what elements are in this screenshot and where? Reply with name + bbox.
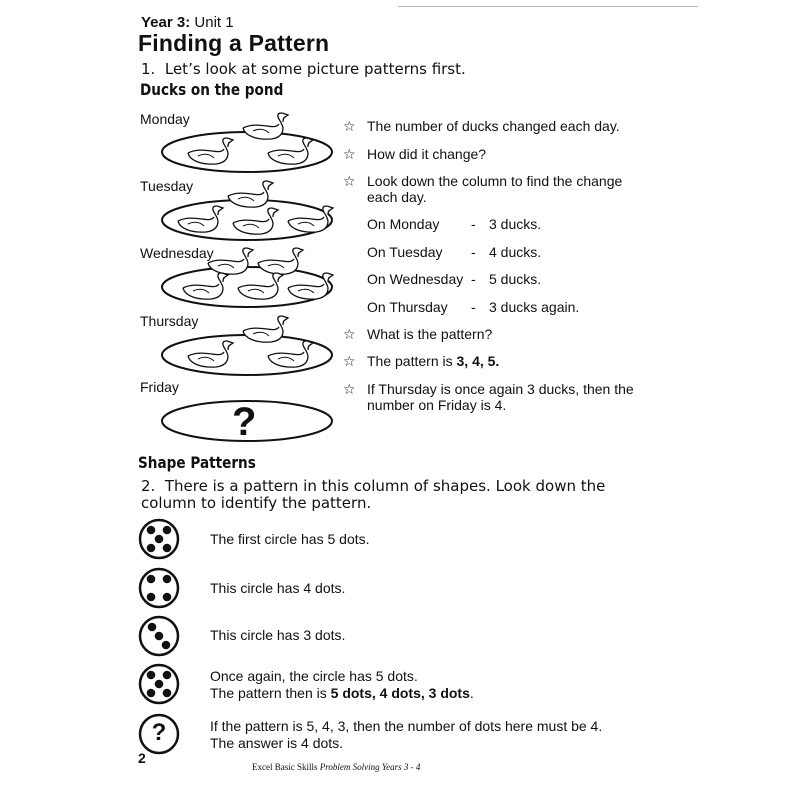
table-dash: -	[471, 271, 476, 287]
duck-icon	[208, 248, 253, 274]
pond-monday	[160, 131, 335, 173]
dot	[162, 641, 171, 650]
star-icon: ☆	[343, 381, 356, 397]
star-icon: ☆	[343, 173, 356, 189]
dot	[147, 575, 156, 584]
dot	[155, 535, 164, 544]
page-number: 2	[138, 750, 146, 766]
dot-circle-5	[137, 517, 181, 561]
table-count: 3 ducks again.	[489, 299, 580, 315]
note-4: What is the pattern?	[367, 326, 493, 342]
note-2: How did it change?	[367, 146, 487, 162]
shape-text-5: If the pattern is 5, 4, 3, then the number of dots here must be 4. The answer is 4 dots.	[210, 718, 603, 751]
dot	[163, 526, 172, 535]
top-rule	[398, 6, 698, 7]
star-icon: ☆	[343, 146, 356, 162]
pond-thursday	[160, 334, 335, 376]
star-icon: ☆	[343, 353, 356, 369]
note-6: If Thursday is once again 3 ducks, then the number on Friday is 4.	[367, 381, 634, 413]
duck-icon	[188, 341, 233, 367]
shapes-heading: Shape Patterns	[138, 453, 256, 472]
duck-icon	[238, 273, 283, 299]
duck-icon	[243, 316, 288, 342]
dot	[147, 671, 156, 680]
ducks-heading: Ducks on the pond	[140, 80, 284, 99]
footer-book-title: Excel Basic Skills Problem Solving Years 3 - 4	[252, 762, 421, 772]
shape-text-3: This circle has 3 dots.	[210, 627, 346, 643]
note-3: Look down the column to find the change each day.	[367, 173, 623, 205]
duck-icon	[268, 138, 313, 164]
dot	[163, 689, 172, 698]
day-label-thursday: Thursday	[140, 313, 199, 329]
duck-icon	[268, 341, 313, 367]
day-label-wednesday: Wednesday	[140, 245, 214, 261]
dot	[163, 671, 172, 680]
pond-wednesday	[160, 266, 335, 308]
dot	[147, 526, 156, 535]
shape-text-1: The first circle has 5 dots.	[210, 531, 370, 547]
duck-icon	[228, 181, 273, 207]
star-icon: ☆	[343, 326, 356, 342]
dot	[147, 544, 156, 553]
day-label-tuesday: Tuesday	[140, 178, 194, 194]
dot	[155, 632, 164, 641]
note-5: The pattern is 3, 4, 5.	[367, 353, 500, 369]
dot	[148, 623, 157, 632]
table-dash: -	[471, 216, 476, 232]
question-1: 1. Let’s look at some picture patterns first.	[141, 60, 466, 78]
dot	[163, 593, 172, 602]
duck-icon	[178, 206, 223, 232]
table-dash: -	[471, 299, 476, 315]
duck-icon	[233, 208, 278, 234]
friday-question-mark: ?	[232, 400, 257, 444]
page-title: Finding a Pattern	[138, 30, 330, 56]
dot	[147, 593, 156, 602]
table-count: 3 ducks.	[489, 216, 542, 232]
shape-text-4: Once again, the circle has 5 dots. The pattern then is 5 dots, 4 dots, 3 dots.	[210, 668, 474, 701]
day-label-friday: Friday	[140, 379, 179, 395]
unit-label: Year 3: Unit 1	[141, 14, 234, 31]
duck-icon	[183, 273, 228, 299]
dot-circle-5-again	[137, 662, 181, 706]
pond-tuesday	[160, 199, 335, 241]
dot	[163, 544, 172, 553]
star-icon: ☆	[343, 118, 356, 134]
table-day: On Monday	[367, 216, 440, 232]
table-count: 5 ducks.	[489, 271, 542, 287]
dot	[155, 680, 164, 689]
table-day: On Wednesday	[367, 271, 464, 287]
unknown-question-mark: ?	[151, 719, 167, 746]
dot	[147, 689, 156, 698]
table-day: On Thursday	[367, 299, 448, 315]
question-2: 2. There is a pattern in this column of shapes. Look down the column to identify the pattern.	[141, 477, 606, 512]
note-1: The number of ducks changed each day.	[367, 118, 620, 134]
table-dash: -	[471, 244, 476, 260]
dot-circle-4	[137, 566, 181, 610]
table-day: On Tuesday	[367, 244, 443, 260]
duck-icon	[188, 138, 233, 164]
shape-text-2: This circle has 4 dots.	[210, 580, 346, 596]
day-label-monday: Monday	[140, 111, 190, 127]
table-count: 4 ducks.	[489, 244, 542, 260]
dot-circle-3	[137, 614, 181, 658]
dot	[163, 575, 172, 584]
duck-icon	[243, 113, 288, 139]
